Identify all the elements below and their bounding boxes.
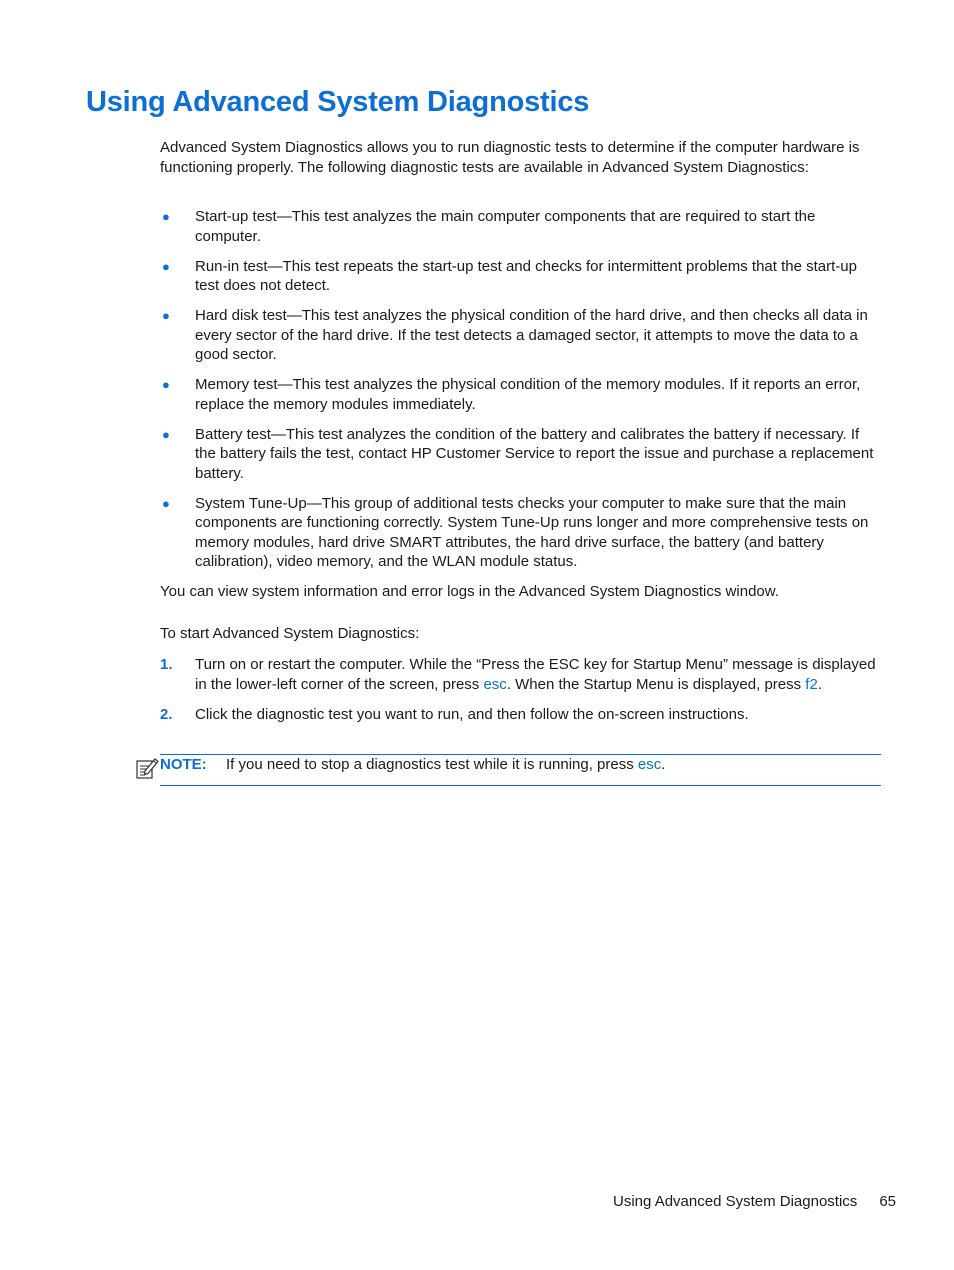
- page-title: Using Advanced System Diagnostics: [86, 86, 590, 118]
- bullet-icon: ●: [162, 377, 170, 392]
- f2-key-link[interactable]: f2: [805, 675, 818, 693]
- step-item: [160, 705, 880, 725]
- esc-key-link[interactable]: esc: [483, 675, 507, 693]
- bullet-icon: ●: [162, 495, 170, 511]
- list-item-text: Run-in test—This test repeats the start-up test and checks for intermittent problems that the start-up test does not detect.: [195, 257, 857, 294]
- step-number: 2.: [160, 705, 173, 723]
- list-item-text: System Tune-Up—This group of additional tests checks your computer to make sure that the main components are functioning correctly. System Tune-Up runs longer and more comprehensive tests on memory modules, hard drive SMART attributes, the hard drive surface, the battery (and battery calibration), video memory, and the WLAN module status.: [195, 494, 869, 570]
- footer-title: Using Advanced System Diagnostics: [613, 1193, 858, 1210]
- list-item-text: Battery test—This test analyzes the condition of the battery and calibrates the battery if necessary. If the battery fails the test, contact HP Customer Service to report the issue and purchase a replacement battery.: [195, 425, 874, 482]
- steps-list: [160, 655, 880, 735]
- step-item: [160, 655, 880, 694]
- esc-key-link[interactable]: esc: [637, 756, 662, 773]
- bullet-icon: ●: [162, 426, 170, 442]
- bullet-icon: ●: [162, 308, 170, 323]
- list-item: [160, 425, 880, 484]
- step-text: Click the diagnostic test you want to run, and then follow the on-screen instructions.: [195, 705, 749, 723]
- view-info-paragraph: You can view system information and error logs in the Advanced System Diagnostics window.: [160, 583, 779, 600]
- note-pencil-icon: [135, 756, 159, 780]
- bullet-icon: ●: [162, 258, 170, 274]
- note-text: [226, 755, 665, 775]
- page-number: 65: [879, 1193, 896, 1210]
- note-label: NOTE:: [160, 756, 207, 773]
- step-text: .: [817, 675, 822, 693]
- list-item: [160, 207, 880, 246]
- step-text: Turn on or restart the computer. While the “Press the ESC key for Startup Menu” message is displayed in the lower-left corner of the screen, press: [195, 656, 876, 693]
- note-body: If you need to stop a diagnostics test while it is running, press: [226, 756, 638, 773]
- list-item: [160, 306, 880, 365]
- list-item: [160, 375, 880, 414]
- intro-paragraph: Advanced System Diagnostics allows you to run diagnostic tests to determine if the computer hardware is functioning properly. The following diagnostic tests are available in Advanced System Diagnostics:: [160, 139, 860, 176]
- diagnostic-tests-list: [160, 207, 880, 582]
- page-footer: [613, 1192, 896, 1212]
- list-item: [160, 494, 880, 572]
- list-item-text: Start-up test—This test analyzes the main computer components that are required to start the computer.: [195, 208, 816, 245]
- list-item-text: Hard disk test—This test analyzes the physical condition of the hard drive, and then checks all data in every sector of the hard drive. If the test detects a damaged sector, it attempts to move the data to a good sector.: [195, 307, 868, 363]
- list-item-text: Memory test—This test analyzes the physical condition of the memory modules. If it reports an error, replace the memory modules immediately.: [195, 376, 861, 413]
- note-callout: [160, 754, 881, 786]
- step-text: . When the Startup Menu is displayed, press: [506, 675, 806, 693]
- start-intro-paragraph: To start Advanced System Diagnostics:: [160, 625, 420, 642]
- note-end: .: [661, 756, 666, 773]
- list-item: [160, 257, 880, 296]
- step-number: 1.: [160, 656, 173, 673]
- bullet-icon: ●: [162, 209, 170, 224]
